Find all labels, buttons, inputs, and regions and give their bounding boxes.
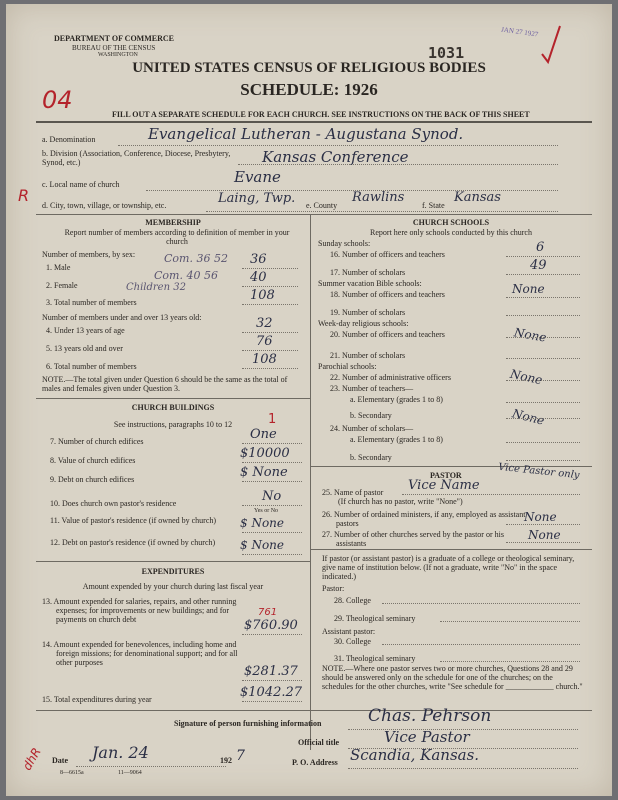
other-churches-value: None xyxy=(528,528,561,542)
total-age-line xyxy=(242,368,298,369)
sunday-scholars-value: 49 xyxy=(530,258,547,273)
signature-value: Chas. Pehrson xyxy=(368,706,492,726)
total-members-line xyxy=(242,304,298,305)
bottom-divider xyxy=(36,710,592,711)
denomination-value: Evangelical Lutheran - Augustana Synod. xyxy=(148,125,464,143)
male-line xyxy=(242,268,298,269)
assistant-college-label: 30. College xyxy=(334,637,371,646)
other-churches-label: 27. Number of other churches served by the pastor or his assistants xyxy=(322,530,504,548)
official-title-value: Vice Pastor xyxy=(384,728,470,746)
local-name-label: c. Local name of church xyxy=(42,180,120,189)
edifice-debt-label: 9. Debt on church edifices xyxy=(50,475,135,484)
membership-heading: MEMBERSHIP xyxy=(145,218,201,227)
female-label: 2. Female xyxy=(46,281,78,290)
membership-intro: Report number of members according to definition of member in your church xyxy=(64,228,290,246)
graduate-intro: If pastor (or assistant pastor) is a graduate of a college or theological seminary, give name of institution below. (If not a graduate, write "No" in the space indicated.) xyxy=(322,554,575,581)
pastor-seminary-label: 29. Theological seminary xyxy=(334,614,416,623)
membership-divider xyxy=(36,398,310,399)
form-title: UNITED STATES CENSUS OF RELIGIOUS BODIES xyxy=(132,60,486,76)
bureau-name: BUREAU OF THE CENSUS xyxy=(72,44,156,52)
scholars-secondary-line xyxy=(506,460,580,461)
department-name: DEPARTMENT OF COMMERCE xyxy=(54,34,175,43)
pastor-heading-note: Vice Pastor only xyxy=(497,461,580,482)
yes-no-hint: Yes or No xyxy=(254,508,279,514)
county-value: Rawlins xyxy=(352,190,405,205)
pastor-college-label: 28. College xyxy=(334,596,371,605)
assistant-college-line xyxy=(382,644,580,645)
po-address-line xyxy=(348,768,578,769)
running-expenses-line xyxy=(242,634,302,635)
total-age-label: 6. Total number of members xyxy=(46,362,137,371)
under-13-label: 4. Under 13 years of age xyxy=(46,326,125,335)
female-note: Com. 40 56 xyxy=(154,269,218,282)
edifice-debt-line xyxy=(242,481,302,482)
date-line xyxy=(76,766,226,767)
residence-value-value: $ None xyxy=(240,516,285,530)
teachers-elementary-label: a. Elementary (grades 1 to 8) xyxy=(350,395,443,404)
po-address-label: P. O. Address xyxy=(292,758,338,767)
header-divider xyxy=(36,121,592,123)
state-value: Kansas xyxy=(454,190,501,205)
summer-label: Summer vacation Bible schools: xyxy=(318,279,422,288)
sunday-teachers-label: 16. Number of officers and teachers xyxy=(330,250,445,259)
expenditures-intro: Amount expended by your church during last fiscal year xyxy=(82,582,264,591)
local-name-value: Evane xyxy=(234,168,281,186)
total-expenditures-line xyxy=(242,701,302,702)
buildings-mark: 1 xyxy=(268,412,277,427)
parochial-label: Parochial schools: xyxy=(318,362,377,371)
pastor-name-hint: (If church has no pastor, write "None") xyxy=(338,497,463,506)
residence-value-label: 11. Value of pastor's residence (if owned by church) xyxy=(50,516,217,525)
over-13-line xyxy=(242,350,298,351)
total-age-value: 108 xyxy=(252,352,277,367)
total-expenditures-value: $1042.27 xyxy=(240,685,303,700)
scholars-elementary-line xyxy=(506,442,580,443)
assistant-seminary-label: 31. Theological seminary xyxy=(334,654,416,663)
edifices-line xyxy=(242,443,302,444)
teachers-secondary-label: b. Secondary xyxy=(350,411,392,420)
parochial-teachers-label: 23. Number of teachers— xyxy=(330,384,414,393)
census-schedule-sheet xyxy=(6,4,612,796)
residence-value-line xyxy=(242,532,302,533)
po-address-value: Scandia, Kansas. xyxy=(350,746,480,764)
running-expenses-value: $760.90 xyxy=(244,618,298,633)
division-label: b. Division (Association, Conference, Diocese, Presbytery, Synod, etc.) xyxy=(42,149,231,167)
total-expenditures-label: 15. Total expenditures during year xyxy=(42,695,152,704)
weekday-teachers-line xyxy=(506,337,580,338)
scholars-secondary-label: b. Secondary xyxy=(350,453,392,462)
female-value: 40 xyxy=(250,270,267,285)
weekday-teachers-label: 20. Number of officers and teachers xyxy=(330,330,445,339)
city-line xyxy=(206,211,558,212)
over-13-label: 5. 13 years old and over xyxy=(46,344,123,353)
edifices-value: One xyxy=(250,427,277,442)
sunday-scholars-line xyxy=(506,274,580,275)
pastor-divider xyxy=(310,549,592,550)
assistant-ministers-label: 26. Number of ordained ministers, if any, employed as assistant pastors xyxy=(322,510,526,528)
male-note: Com. 36 52 xyxy=(164,252,228,265)
form-code: 8—6615a xyxy=(60,770,84,776)
sunday-teachers-line xyxy=(506,256,580,257)
residence-debt-line xyxy=(242,554,302,555)
parochial-scholars-label: 24. Number of scholars— xyxy=(330,424,414,433)
year-prefix: 192 xyxy=(220,756,232,765)
schedule-number: 1031 xyxy=(428,44,465,62)
instruction-line: FILL OUT A SEPARATE SCHEDULE FOR EACH CHURCH. SEE INSTRUCTIONS ON THE BACK OF THIS SHEET xyxy=(112,110,530,119)
identity-divider xyxy=(36,214,592,215)
assistant-seminary-line xyxy=(440,661,580,662)
pastor-name-line xyxy=(402,494,580,495)
assistant-ministers-value: None xyxy=(524,510,557,524)
by-sex-label: Number of members, by sex: xyxy=(42,250,136,259)
code-mark: 04 xyxy=(42,86,73,114)
total-members-label: 3. Total number of members xyxy=(46,298,137,307)
pastor-sub-label: Pastor: xyxy=(322,584,345,593)
print-code: 11—9064 xyxy=(118,770,142,776)
city-label: d. City, town, village, or township, etc. xyxy=(42,201,167,210)
under-13-line xyxy=(242,332,298,333)
over-13-value: 76 xyxy=(256,334,273,349)
date-value: Jan. 24 xyxy=(92,743,149,762)
running-expenses-label: 13. Amount expended for salaries, repairs, and other running expenses; for improvements or new buildings; and for payments on church debt xyxy=(42,597,237,624)
teachers-elementary-line xyxy=(506,402,580,403)
summer-scholars-label: 19. Number of scholars xyxy=(330,308,406,317)
schools-heading: CHURCH SCHOOLS xyxy=(412,218,490,227)
summer-teachers-label: 18. Number of officers and teachers xyxy=(330,290,445,299)
summer-teachers-value: None xyxy=(512,282,545,296)
total-members-value: 108 xyxy=(250,288,275,303)
state-label: f. State xyxy=(422,201,445,210)
buildings-heading: CHURCH BUILDINGS xyxy=(131,403,215,412)
parochial-officers-line xyxy=(506,380,580,381)
corner-mark: dhR xyxy=(19,745,44,773)
weekday-label: Week-day religious schools: xyxy=(318,319,409,328)
edifice-value-line xyxy=(242,462,302,463)
under-13-value: 32 xyxy=(256,316,273,331)
buildings-divider xyxy=(36,561,310,562)
residence-value: No xyxy=(262,489,282,504)
schools-intro: Report here only schools conducted by this church xyxy=(370,228,532,237)
sunday-scholars-label: 17. Number of scholars xyxy=(330,268,406,277)
membership-note: NOTE.—The total given under Question 6 should be the same as the total of males and females given under Question 3. xyxy=(42,375,288,393)
edifice-value-value: $10000 xyxy=(240,446,290,461)
expenditures-heading: EXPENDITURES xyxy=(141,567,205,576)
official-title-label: Official title xyxy=(298,738,340,747)
check-mark-icon xyxy=(540,24,554,64)
pastor-college-line xyxy=(382,603,580,604)
sunday-label: Sunday schools: xyxy=(318,239,371,248)
weekday-scholars-line xyxy=(506,358,580,359)
form-subtitle: SCHEDULE: 1926 xyxy=(240,80,378,99)
residence-label: 10. Does church own pastor's residence xyxy=(50,499,177,508)
pastor-heading: PASTOR xyxy=(430,471,462,480)
summer-scholars-line xyxy=(506,315,580,316)
year-value: 7 xyxy=(236,748,245,764)
other-churches-line xyxy=(506,542,580,543)
scholars-elementary-label: a. Elementary (grades 1 to 8) xyxy=(350,435,443,444)
received-stamp: JAN 27 1927 xyxy=(500,25,539,39)
weekday-scholars-label: 21. Number of scholars xyxy=(330,351,406,360)
children-note: Children 32 xyxy=(126,282,186,293)
benevolences-label: 14. Amount expended for benevolences, including home and foreign missions; for denominational support; and for all other purposes xyxy=(42,640,238,667)
denomination-label: a. Denomination xyxy=(42,135,96,144)
buildings-intro: See instructions, paragraphs 10 to 12 xyxy=(113,420,233,429)
column-divider xyxy=(310,214,311,750)
male-label: 1. Male xyxy=(46,263,71,272)
pastor-name-value: Vice Name xyxy=(408,478,480,493)
pastor-note: NOTE.—Where one pastor serves two or more churches, Questions 28 and 29 should be answered only on the schedule for one of the churches; on the schedules for the other churches, write "See schedule for ____________ church." xyxy=(322,664,583,691)
benevolences-line xyxy=(242,680,302,681)
bureau-city: WASHINGTON xyxy=(98,52,138,58)
residence-line xyxy=(242,505,302,506)
edifice-value-label: 8. Value of church edifices xyxy=(50,456,136,465)
division-value: Kansas Conference xyxy=(262,148,409,166)
residence-debt-value: $ None xyxy=(240,538,285,552)
city-value: Laing, Twp. xyxy=(218,191,296,206)
assistant-ministers-line xyxy=(506,524,580,525)
date-label: Date xyxy=(52,756,68,765)
edifice-debt-value: $ None xyxy=(240,465,288,480)
teachers-secondary-line xyxy=(506,418,580,419)
sunday-teachers-value: 6 xyxy=(536,240,545,255)
benevolences-value: $281.37 xyxy=(244,664,298,679)
running-expenses-note: 761 xyxy=(258,607,278,618)
signature-label: Signature of person furnishing information xyxy=(174,719,322,728)
male-value: 36 xyxy=(250,252,267,267)
parochial-officers-value: None xyxy=(508,366,544,388)
summer-teachers-line xyxy=(506,297,580,298)
county-label: e. County xyxy=(306,201,338,210)
weekday-teachers-value: None xyxy=(513,325,548,345)
denomination-line xyxy=(118,145,558,146)
r-mark: R xyxy=(18,186,30,205)
residence-debt-label: 12. Debt on pastor's residence (if owned by church) xyxy=(50,538,216,547)
female-line xyxy=(242,286,298,287)
edifices-label: 7. Number of church edifices xyxy=(50,437,144,446)
pastor-seminary-line xyxy=(440,621,580,622)
teachers-secondary-value: None xyxy=(510,406,546,428)
age-label: Number of members under and over 13 years old: xyxy=(42,313,202,322)
parochial-officers-label: 22. Number of administrative officers xyxy=(330,373,451,382)
pastor-name-label: 25. Name of pastor xyxy=(322,488,384,497)
assistant-sub-label: Assistant pastor: xyxy=(322,627,376,636)
